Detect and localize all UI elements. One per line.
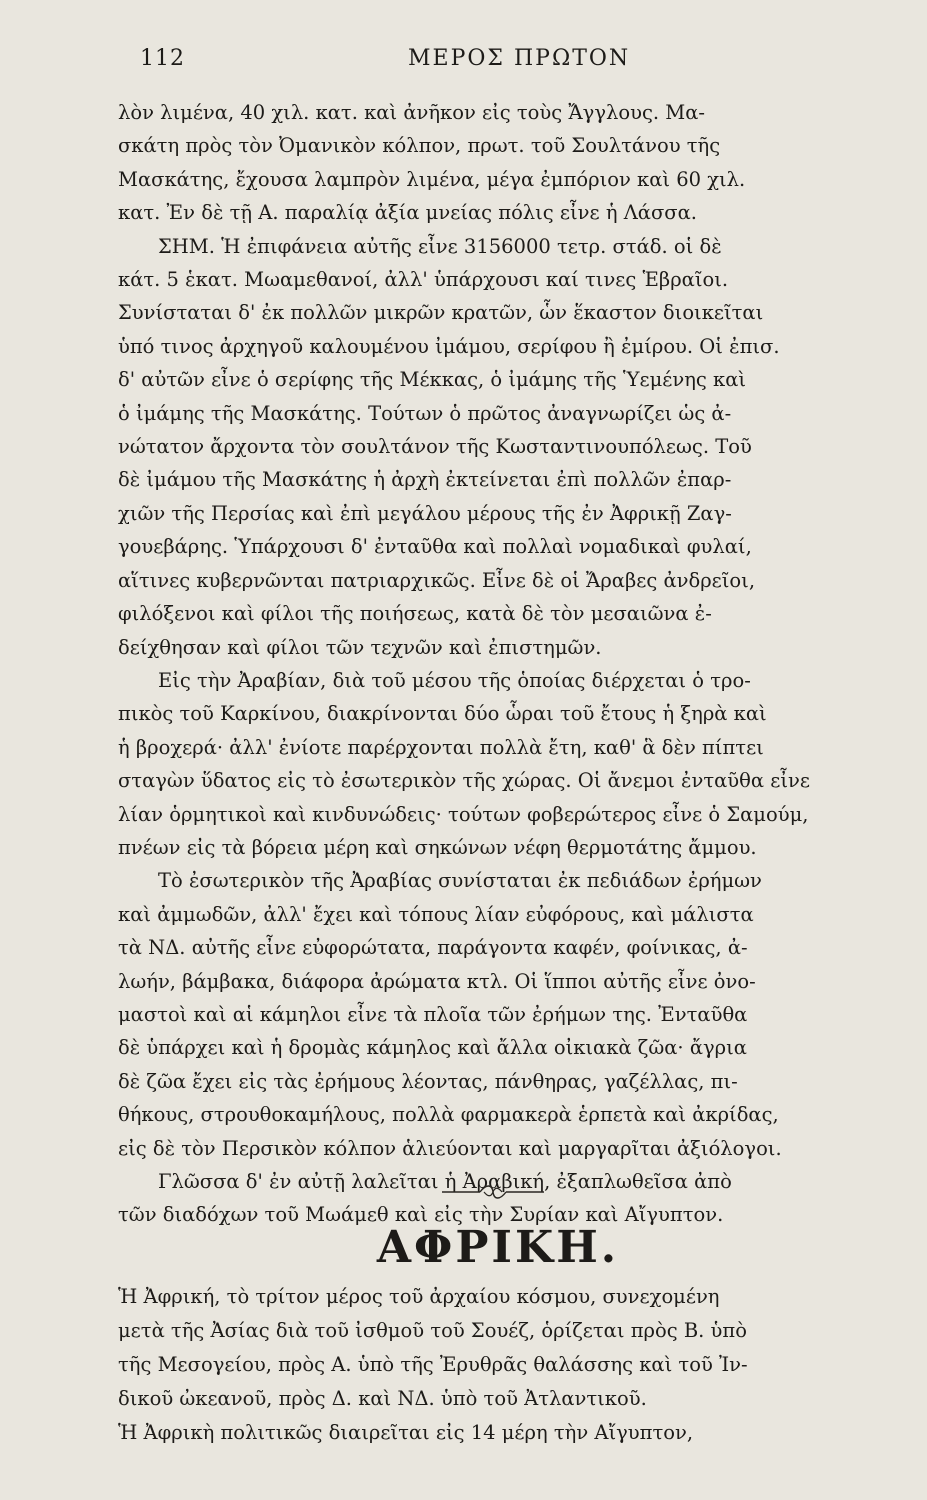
text-line: πικὸς τοῦ Καρκίνου, διακρίνονται δύο ὧραι τοῦ ἔτους ἡ ξηρὰ καὶ <box>118 702 767 726</box>
text-line: σκάτη πρὸς τὸν Ὀμανικὸν κόλπον, πρωτ. τοῦ Σουλτάνου τῆς <box>118 134 721 158</box>
text-line: Συνίσταται δ' ἐκ πολλῶν μικρῶν κρατῶν, ὧν ἕκαστον διοικεῖται <box>118 301 764 325</box>
text-line: κάτ. 5 ἑκατ. Μωαμεθανοί, ἀλλ' ὑπάρχουσι καί τινες Ἑβραῖοι. <box>118 268 729 292</box>
text-line: δικοῦ ὠκεανοῦ, πρὸς Δ. καὶ ΝΔ. ὑπὸ τοῦ Ἀτλαντικοῦ. <box>118 1387 647 1410</box>
body-text <box>118 96 858 1232</box>
text-line: Μασκάτης, ἔχουσα λαμπρὸν λιμένα, μέγα ἐμπόριον καὶ 60 χιλ. <box>118 167 746 191</box>
text-line: χιῶν τῆς Περσίας καὶ ἐπὶ μεγάλου μέρους τῆς ἐν Ἀφρικῇ Ζαγ- <box>118 501 732 525</box>
text-line: δείχθησαν καὶ φίλοι τῶν τεχνῶν καὶ ἐπιστημῶν. <box>118 635 602 659</box>
running-head: ΜΕΡΟΣ ΠΡΩΤΟΝ <box>408 46 631 71</box>
section-title: ΑΦΡΙΚΗ. <box>376 1222 620 1273</box>
text-line: λωήν, βάμβακα, διάφορα ἀρώματα κτλ. Οἱ ἵπποι αὐτῆς εἶνε ὀνο- <box>118 969 756 993</box>
text-line: σταγὼν ὕδατος εἰς τὸ ἐσωτερικὸν τῆς χώρας. Οἱ ἄνεμοι ἐνταῦθα εἶνε <box>118 769 810 793</box>
page-header <box>140 46 840 80</box>
text-line: ὁ ἰμάμης τῆς Μασκάτης. Τούτων ὁ πρῶτος ἀναγνωρίζει ὡς ἀ- <box>118 401 732 425</box>
text-line: κατ. Ἐν δὲ τῇ Α. παραλίᾳ ἀξία μνείας πόλις εἶνε ἡ Λάσσα. <box>118 201 697 225</box>
africa-text <box>118 1280 878 1450</box>
text-line: λίαν ὁρμητικοὶ καὶ κινδυνώδεις· τούτων φοβερώτερος εἶνε ὁ Σαμούμ, <box>118 802 809 826</box>
text-line: Γλῶσσα δ' ἐν αὐτῇ λαλεῖται ἡ Ἀραβική, ἐξαπλωθεῖσα ἀπὸ <box>158 1170 732 1193</box>
text-line: μετὰ τῆς Ἀσίας διὰ τοῦ ἰσθμοῦ τοῦ Σουέζ, ὁρίζεται πρὸς Β. ὑπὸ <box>118 1319 747 1342</box>
text-line: γουεβάρης. Ὑπάρχουσι δ' ἐνταῦθα καὶ πολλαὶ νομαδικαὶ φυλαί, <box>118 535 752 559</box>
text-line: Εἰς τὴν Ἀραβίαν, διὰ τοῦ μέσου τῆς ὁποίας διέρχεται ὁ τρο- <box>158 668 751 692</box>
text-line: δ' αὐτῶν εἶνε ὁ σερίφης τῆς Μέκκας, ὁ ἰμάμης τῆς Ὑεμένης καὶ <box>118 368 747 392</box>
text-line: αἵτινες κυβερνῶνται πατριαρχικῶς. Εἶνε δὲ οἱ Ἄραβες ἀνδρεῖοι, <box>118 568 756 592</box>
text-line: ὑπό τινος ἀρχηγοῦ καλουμένου ἰμάμου, σερίφου ἢ ἐμίρου. Οἱ ἐπισ. <box>118 334 780 358</box>
text-line: δὲ ὑπάρχει καὶ ἡ δρομὰς κάμηλος καὶ ἄλλα οἰκιακὰ ζῶα· ἄγρια <box>118 1036 747 1060</box>
ornament-divider-icon <box>440 1182 546 1202</box>
text-line: δὲ ζῶα ἔχει εἰς τὰς ἐρήμους λέοντας, πάνθηρας, γαζέλλας, πι- <box>118 1069 738 1093</box>
text-line: Τὸ ἐσωτερικὸν τῆς Ἀραβίας συνίσταται ἐκ πεδιάδων ἐρήμων <box>158 869 762 893</box>
text-line: εἰς δὲ τὸν Περσικὸν κόλπον ἁλιεύονται καὶ μαργαρῖται ἀξιόλογοι. <box>118 1136 782 1160</box>
page-number: 112 <box>140 46 185 71</box>
text-line: λὸν λιμένα, 40 χιλ. κατ. καὶ ἀνῆκον εἰς τοὺς Ἄγγλους. Μα- <box>118 101 705 124</box>
text-line: ἡ βροχερά· ἀλλ' ἐνίοτε παρέρχονται πολλὰ ἔτη, καθ' ἃ δὲν πίπτει <box>118 735 764 759</box>
text-line: τῆς Μεσογείου, πρὸς Α. ὑπὸ τῆς Ἐρυθρᾶς θαλάσσης καὶ τοῦ Ἰν- <box>118 1353 748 1376</box>
text-line: πνέων εἰς τὰ βόρεια μέρη καὶ σηκώνων νέφη θερμοτάτης ἄμμου. <box>118 835 757 859</box>
text-line: ΣΗΜ. Ἡ ἐπιφάνεια αὐτῆς εἶνε 3156000 τετρ. στάδ. οἱ δὲ <box>158 234 722 258</box>
text-line: νώτατον ἄρχοντα τὸν σουλτάνον τῆς Κωσταντινουπόλεως. Τοῦ <box>118 435 752 459</box>
text-line: φιλόξενοι καὶ φίλοι τῆς ποιήσεως, κατὰ δὲ τὸν μεσαιῶνα ἐ- <box>118 602 712 626</box>
text-line: θήκους, στρουθοκαμήλους, πολλὰ φαρμακερὰ ἑρπετὰ καὶ ἀκρίδας, <box>118 1103 779 1127</box>
text-line: δὲ ἰμάμου τῆς Μασκάτης ἡ ἀρχὴ ἐκτείνεται ἐπὶ πολλῶν ἐπαρ- <box>118 468 732 492</box>
text-line: καὶ ἀμμωδῶν, ἀλλ' ἔχει καὶ τόπους λίαν εὐφόρους, καὶ μάλιστα <box>118 902 754 926</box>
text-line: μαστοὶ καὶ αἱ κάμηλοι εἶνε τὰ πλοῖα τῶν ἐρήμων της. Ἐνταῦθα <box>118 1002 748 1026</box>
text-line: Ἡ Ἀφρικὴ πολιτικῶς διαιρεῖται εἰς 14 μέρη τὴν Αἴγυπτον, <box>118 1421 694 1444</box>
text-line: τῶν διαδόχων τοῦ Μωάμεθ καὶ εἰς τὴν Συρίαν καὶ Αἴγυπτον. <box>118 1203 724 1227</box>
text-line: Ἡ Ἀφρική, τὸ τρίτον μέρος τοῦ ἀρχαίου κόσμου, συνεχομένη <box>118 1285 720 1308</box>
text-line: τὰ ΝΔ. αὐτῆς εἶνε εὐφορώτατα, παράγοντα καφέν, φοίνικας, ἀ- <box>118 936 748 960</box>
